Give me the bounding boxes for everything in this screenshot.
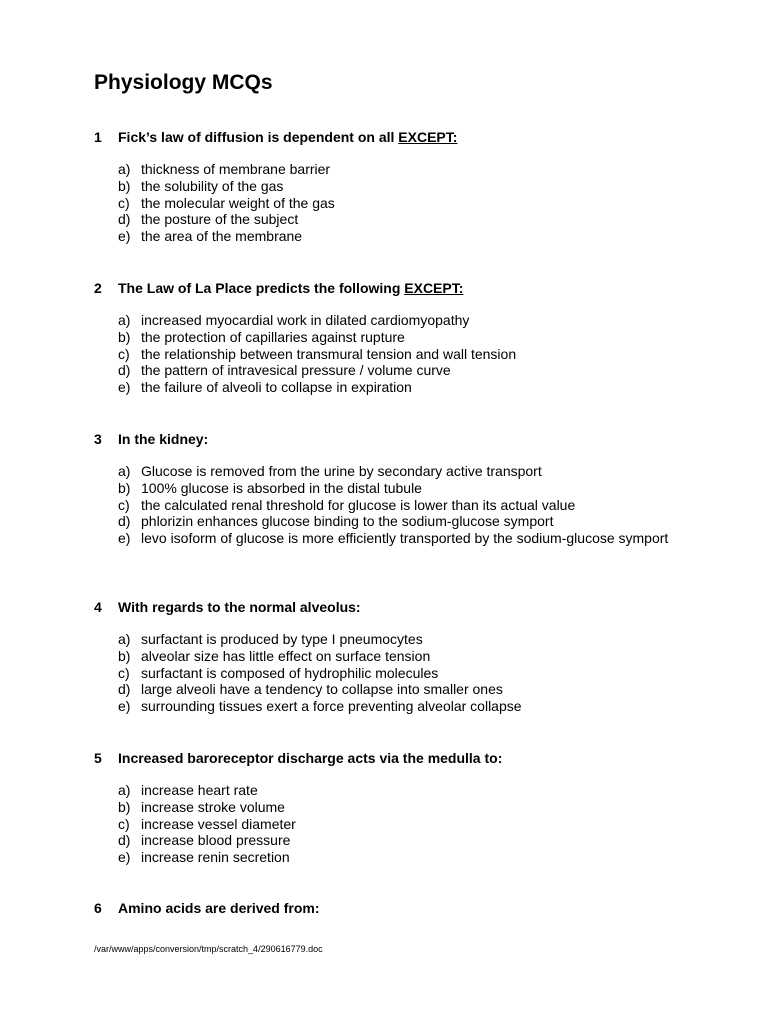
option-c	[118, 346, 698, 363]
question-stem-text: Fick’s law of diffusion is dependent on all	[118, 129, 399, 145]
question-stem	[118, 749, 502, 767]
option-text: surrounding tissues exert a force preventing alveolar collapse	[141, 698, 522, 715]
question-stem-text: Amino acids are derived from:	[118, 900, 320, 916]
option-letter: c)	[118, 345, 130, 362]
option-b	[118, 648, 698, 665]
option-d	[118, 681, 698, 698]
option-c	[118, 497, 698, 514]
question-1	[94, 128, 734, 245]
option-text: increase stroke volume	[141, 798, 285, 815]
option-text: large alveoli have a tendency to collapse into smaller ones	[141, 681, 503, 698]
option-b	[118, 799, 698, 816]
option-c	[118, 195, 698, 212]
footer-file-path: /var/www/apps/conversion/tmp/scratch_4/290616779.doc	[94, 944, 323, 954]
option-list	[118, 312, 698, 396]
option-text: increased myocardial work in dilated cardiomyopathy	[141, 312, 470, 328]
option-letter: b)	[118, 479, 131, 496]
option-letter: c)	[118, 664, 130, 681]
option-text: the area of the membrane	[141, 228, 303, 245]
question-stem-text: With regards to the normal alveolus:	[118, 599, 361, 615]
option-letter: c)	[118, 194, 130, 211]
question-stem-text: In the kidney:	[118, 431, 209, 447]
option-letter: a)	[118, 631, 131, 647]
option-d	[118, 513, 698, 530]
option-list	[118, 631, 698, 715]
option-a	[118, 312, 698, 329]
option-text: increase vessel diameter	[141, 815, 296, 832]
option-list	[118, 463, 698, 547]
option-text: the failure of alveoli to collapse in expiration	[141, 379, 412, 396]
option-d	[118, 362, 698, 379]
question-stem	[118, 430, 208, 448]
option-letter: e)	[118, 228, 131, 245]
option-b	[118, 480, 698, 497]
option-e	[118, 698, 698, 715]
option-text: increase blood pressure	[141, 832, 291, 849]
option-a	[118, 463, 698, 480]
question-stem	[118, 598, 361, 616]
question-stem	[118, 279, 463, 297]
option-letter: a)	[118, 312, 131, 328]
question-header	[94, 749, 734, 767]
question-5	[94, 749, 734, 866]
option-letter: d)	[118, 681, 131, 698]
option-d	[118, 211, 698, 228]
option-list	[118, 782, 698, 866]
question-4	[94, 598, 734, 715]
option-letter: c)	[118, 496, 130, 513]
question-stem	[118, 128, 457, 146]
option-letter: d)	[118, 211, 131, 228]
option-text: increase heart rate	[141, 782, 258, 798]
option-text: 100% glucose is absorbed in the distal tubule	[141, 479, 422, 496]
question-header	[94, 128, 734, 146]
option-a	[118, 161, 698, 178]
option-text: the molecular weight of the gas	[141, 194, 335, 211]
question-emphasis: EXCEPT:	[404, 280, 464, 296]
page-title: Physiology MCQs	[94, 71, 273, 94]
option-text: the solubility of the gas	[141, 177, 284, 194]
question-number: 2	[94, 280, 102, 296]
option-e	[118, 379, 698, 396]
option-letter: a)	[118, 161, 131, 177]
option-text: the posture of the subject	[141, 211, 299, 228]
option-text: surfactant is produced by type I pneumocytes	[141, 631, 423, 647]
option-e	[118, 849, 698, 866]
option-text: Glucose is removed from the urine by secondary active transport	[141, 463, 542, 479]
question-number: 6	[94, 900, 102, 916]
option-text: thickness of membrane barrier	[141, 161, 331, 177]
option-text: surfactant is composed of hydrophilic molecules	[141, 664, 439, 681]
option-text: alveolar size has little effect on surface tension	[141, 647, 431, 664]
option-d	[118, 832, 698, 849]
option-c	[118, 665, 698, 682]
question-stem-text: Increased baroreceptor discharge acts via the medulla to:	[118, 750, 503, 766]
option-letter: b)	[118, 177, 131, 194]
question-header	[94, 598, 734, 616]
option-text: the relationship between transmural tension and wall tension	[141, 345, 517, 362]
option-text: the calculated renal threshold for glucose is lower than its actual value	[141, 496, 576, 513]
question-header	[94, 279, 734, 297]
option-e	[118, 228, 698, 245]
option-c	[118, 816, 698, 833]
option-letter: d)	[118, 362, 131, 379]
option-text: the protection of capillaries against rupture	[141, 328, 405, 345]
option-text: levo isoform of glucose is more efficiently transported by the sodium-glucose symport	[141, 530, 669, 547]
question-header	[94, 430, 734, 448]
option-letter: e)	[118, 379, 131, 396]
question-2	[94, 279, 734, 396]
option-a	[118, 782, 698, 799]
option-letter: c)	[118, 815, 130, 832]
question-header	[94, 899, 734, 917]
question-number: 3	[94, 431, 102, 447]
option-b	[118, 329, 698, 346]
question-6	[94, 899, 734, 917]
question-emphasis: EXCEPT:	[398, 129, 458, 145]
question-stem	[118, 899, 320, 917]
question-number: 5	[94, 750, 102, 766]
question-stem-text: The Law of La Place predicts the following	[118, 280, 405, 296]
option-b	[118, 178, 698, 195]
question-number: 4	[94, 599, 102, 615]
option-a	[118, 631, 698, 648]
option-letter: d)	[118, 513, 131, 530]
option-letter: e)	[118, 698, 131, 715]
option-letter: b)	[118, 798, 131, 815]
option-text: phlorizin enhances glucose binding to the sodium-glucose symport	[141, 513, 554, 530]
option-letter: b)	[118, 328, 131, 345]
option-letter: d)	[118, 832, 131, 849]
question-number: 1	[94, 129, 102, 145]
option-letter: a)	[118, 463, 131, 479]
option-letter: e)	[118, 849, 131, 866]
option-text: the pattern of intravesical pressure / volume curve	[141, 362, 451, 379]
option-letter: a)	[118, 782, 131, 798]
option-letter: b)	[118, 647, 131, 664]
option-text: increase renin secretion	[141, 849, 290, 866]
option-list	[118, 161, 698, 245]
option-e	[118, 530, 698, 547]
question-3	[94, 430, 734, 547]
option-letter: e)	[118, 530, 131, 547]
